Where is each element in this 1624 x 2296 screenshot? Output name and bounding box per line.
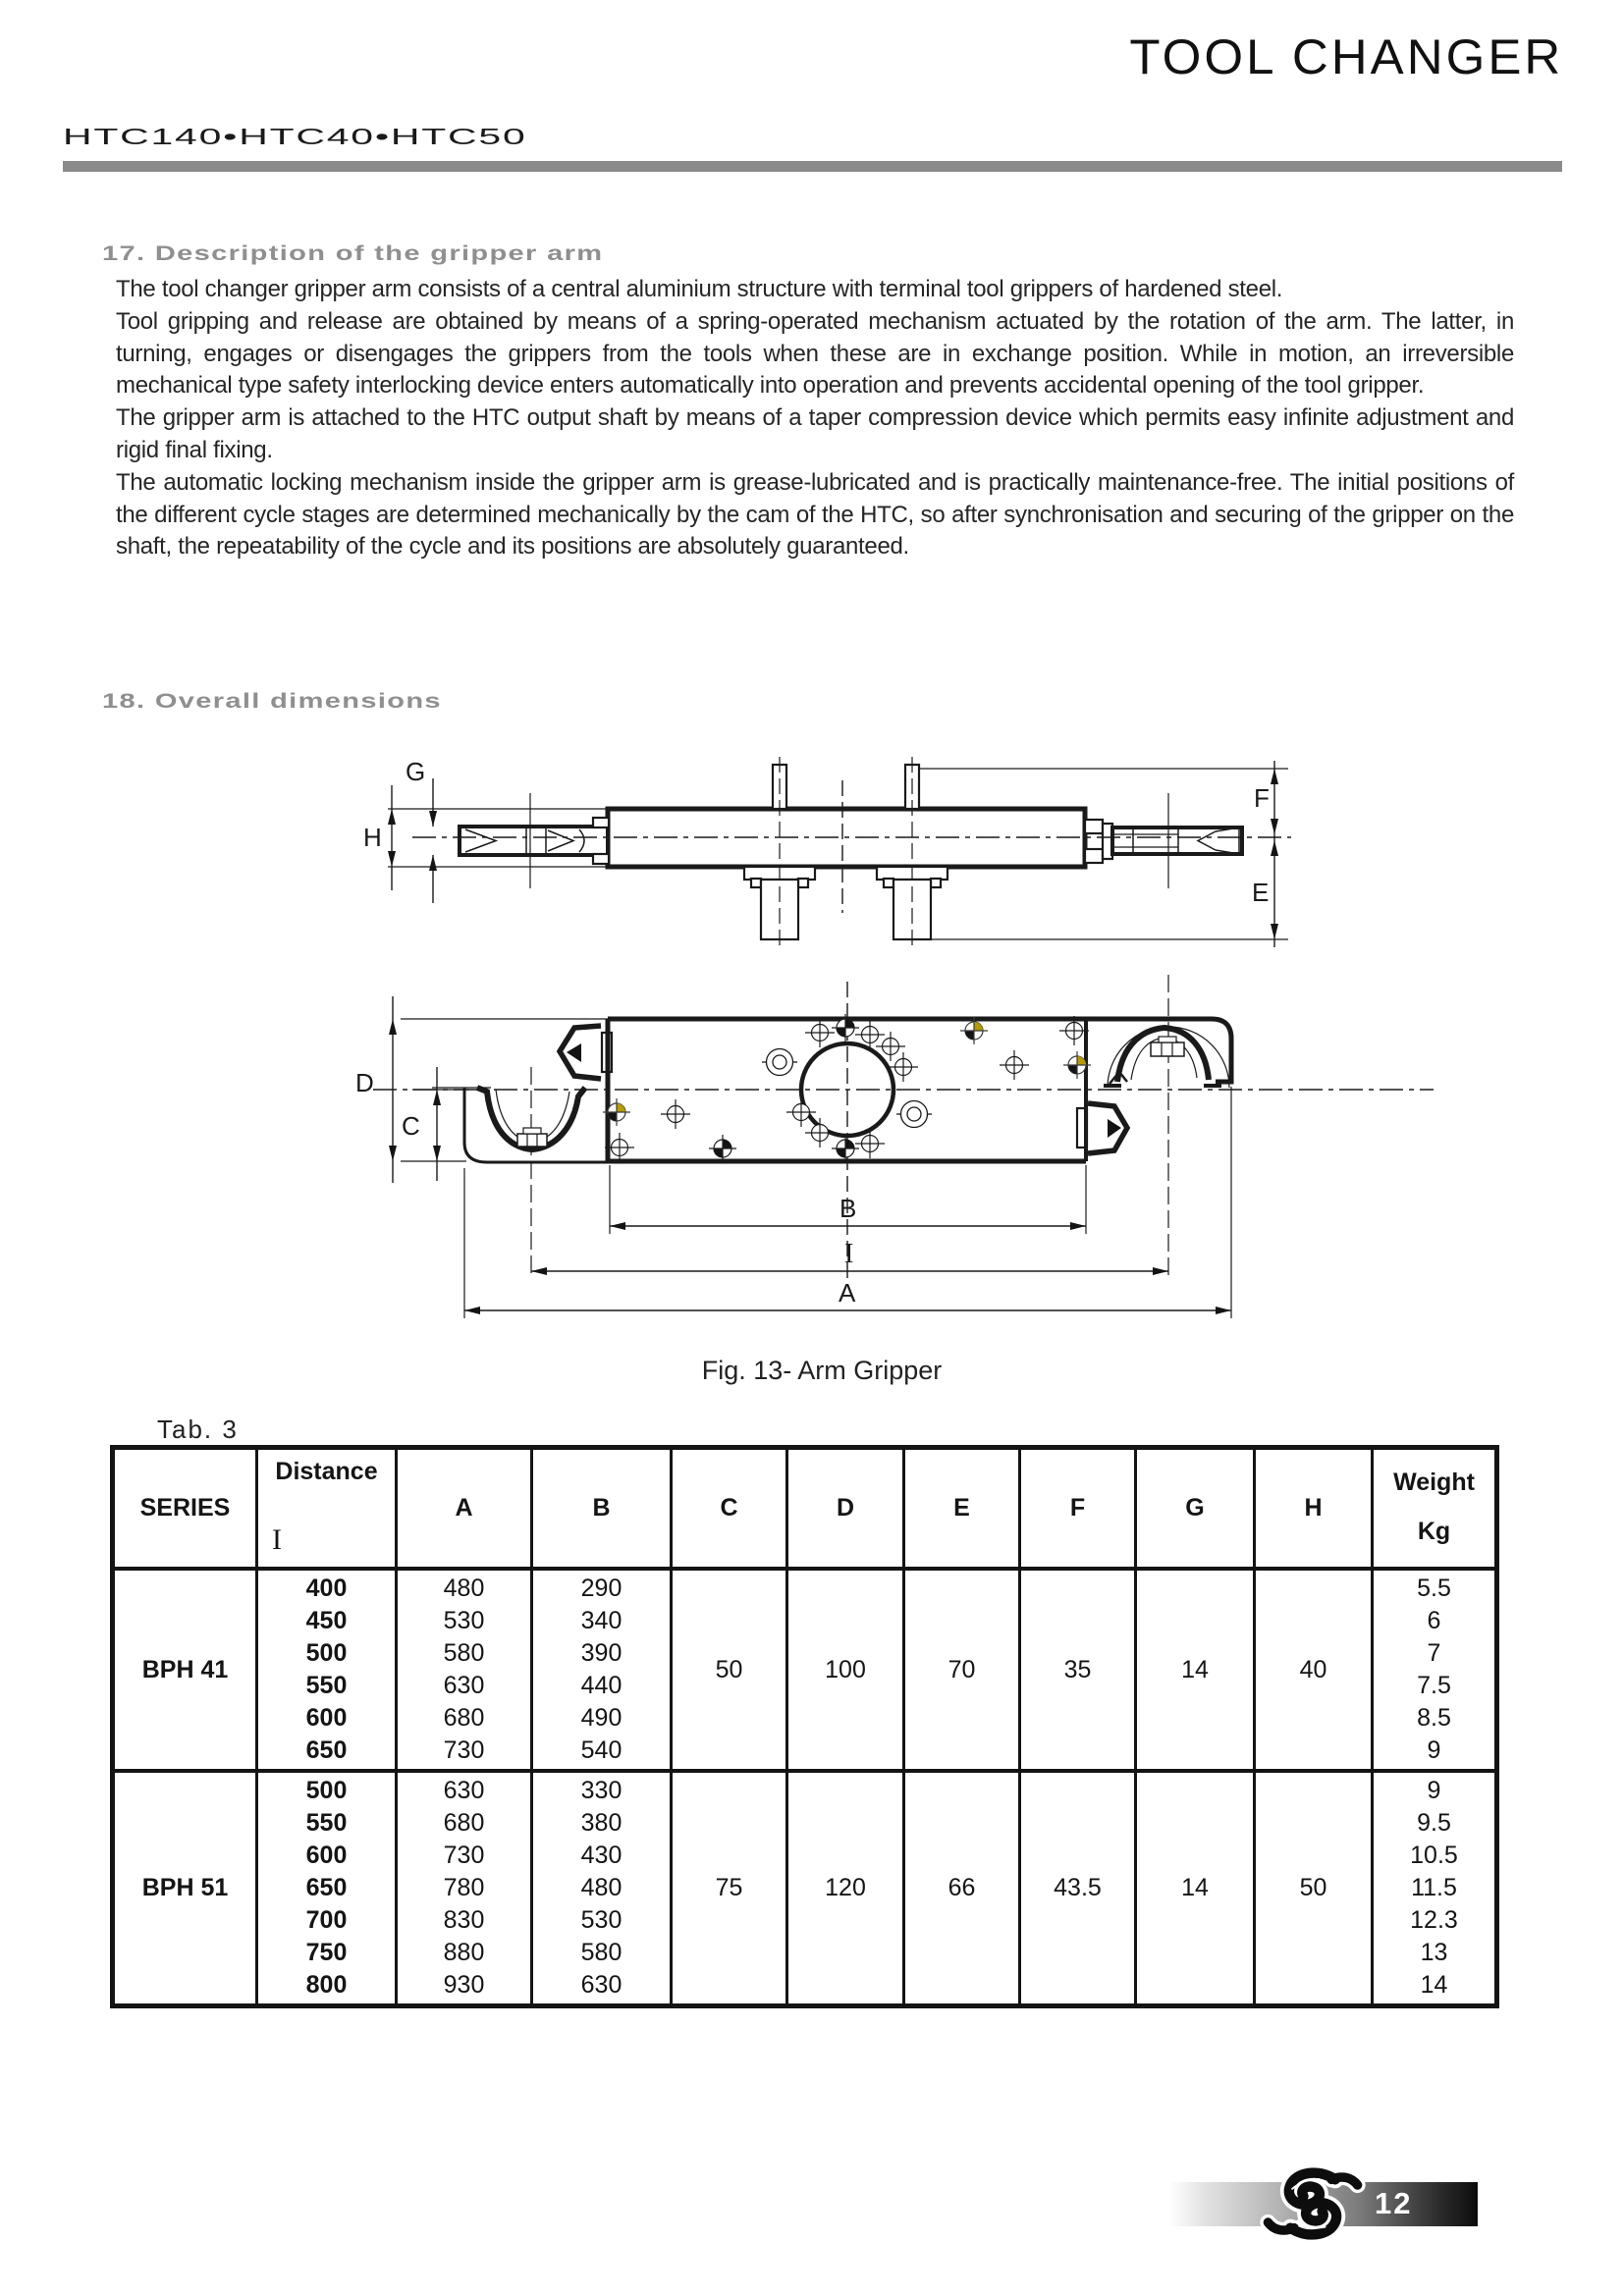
page-number: 12 [1375, 2186, 1413, 2220]
cell-distance: 500 550 600 650 700 750 800 [257, 1771, 397, 2006]
cell-B: 330 380 430 480 530 580 630 [532, 1771, 672, 2006]
model-codes: HTC140•HTC40•HTC50 [63, 124, 527, 149]
dim-label-G: G [406, 757, 426, 786]
col-header-E: E [904, 1448, 1020, 1570]
arm-gripper-drawing [295, 721, 1591, 1364]
col-header-H: H [1255, 1448, 1373, 1570]
col-header-D: D [787, 1448, 904, 1570]
cell-C: 50 [672, 1569, 787, 1771]
distance-label: Distance [275, 1458, 378, 1485]
brand-logo-icon [1257, 2165, 1369, 2242]
dim-label-A: A [839, 1278, 856, 1308]
cell-A: 630 680 730 780 830 880 930 [397, 1771, 532, 2006]
dim-label-B: B [839, 1194, 857, 1223]
dim-label-H: H [363, 823, 382, 852]
col-header-A: A [397, 1448, 532, 1570]
weight-label: Weight [1393, 1468, 1475, 1496]
cell-series: BPH 41 [141, 1655, 229, 1683]
cell-series: BPH 51 [113, 1771, 257, 2006]
cell-weight: 9 9.5 10.5 11.5 12.3 13 14 [1373, 1771, 1497, 2006]
cell-E: 66 [904, 1771, 1020, 2006]
dim-label-D: D [355, 1068, 374, 1097]
table-group-row [113, 1771, 1497, 2006]
dim-label-I: I [844, 1239, 854, 1269]
col-header-distance [257, 1448, 397, 1570]
cell-F: 35 [1020, 1569, 1136, 1771]
paragraph: Tool gripping and release are obtained by means of a spring-operated mechanism actuated by the rotation of the arm. The latter, in turning, engages or disengages the grippers from the tools when these are in exchange position. While in motion, an irreversible mechanical type safety interlocking device enters automatically into operation and prevents accidental opening of the tool gripper. [116, 307, 1514, 400]
col-header-series: SERIES [113, 1448, 257, 1570]
cell-D: 100 [787, 1569, 904, 1771]
cell-F: 43.5 [1020, 1771, 1136, 2006]
dim-label-E: E [1252, 878, 1270, 907]
section-18-heading: 18. Overall dimensions [102, 689, 442, 713]
cell-weight: 5.5 6 7 7.5 8.5 9 [1373, 1569, 1497, 1771]
section-17-heading: 17. Description of the gripper arm [102, 241, 604, 265]
elevation-view [388, 757, 1291, 949]
col-header-G: G [1136, 1448, 1255, 1570]
section-17-body [116, 274, 1514, 563]
figure-caption: Fig. 13- Arm Gripper [701, 1356, 943, 1385]
table-header-row [113, 1448, 1497, 1570]
table-label: Tab. 3 [157, 1415, 239, 1444]
col-header-C: C [672, 1448, 787, 1570]
cell-H: 40 [1255, 1569, 1373, 1771]
cell-E: 70 [904, 1569, 1020, 1771]
cell-B: 290 340 390 440 490 540 [532, 1569, 672, 1771]
paragraph: The tool changer gripper arm consists of a central aluminium structure with terminal tool grippers of hardened steel. [116, 276, 1283, 302]
page-title: TOOL CHANGER [1129, 29, 1563, 84]
table-group-row [113, 1569, 1497, 1771]
paragraph: The gripper arm is attached to the HTC output shaft by means of a taper compression device which permits easy infinite adjustment and rigid final fixing. [116, 404, 1514, 463]
col-header-F: F [1020, 1448, 1136, 1570]
cell-H: 50 [1255, 1771, 1373, 2006]
cell-D: 120 [787, 1771, 904, 2006]
cell-G: 14 [1136, 1569, 1255, 1771]
dim-label-C: C [402, 1111, 420, 1141]
plan-view [373, 975, 1434, 1318]
col-header-B: B [532, 1448, 672, 1570]
cell-C: 75 [672, 1771, 787, 2006]
cell-distance: 400 450 500 550 600 650 [257, 1569, 397, 1771]
dimensions-table [110, 1445, 1499, 2008]
weight-unit: Kg [1417, 1518, 1451, 1546]
distance-symbol: I [272, 1523, 282, 1556]
cell-A: 480 530 580 630 680 730 [397, 1569, 532, 1771]
col-header-weight [1373, 1448, 1497, 1570]
header-rule [63, 161, 1562, 172]
dim-label-F: F [1254, 783, 1270, 813]
cell-G: 14 [1136, 1771, 1255, 2006]
paragraph: The automatic locking mechanism inside the gripper arm is grease-lubricated and is practically maintenance-free. The initial positions of the different cycle stages are determined mechanically by the cam of the HTC, so after synchronisation and securing of the gripper on the shaft, the repeatability of the cycle and its positions are absolutely guaranteed. [116, 468, 1514, 561]
